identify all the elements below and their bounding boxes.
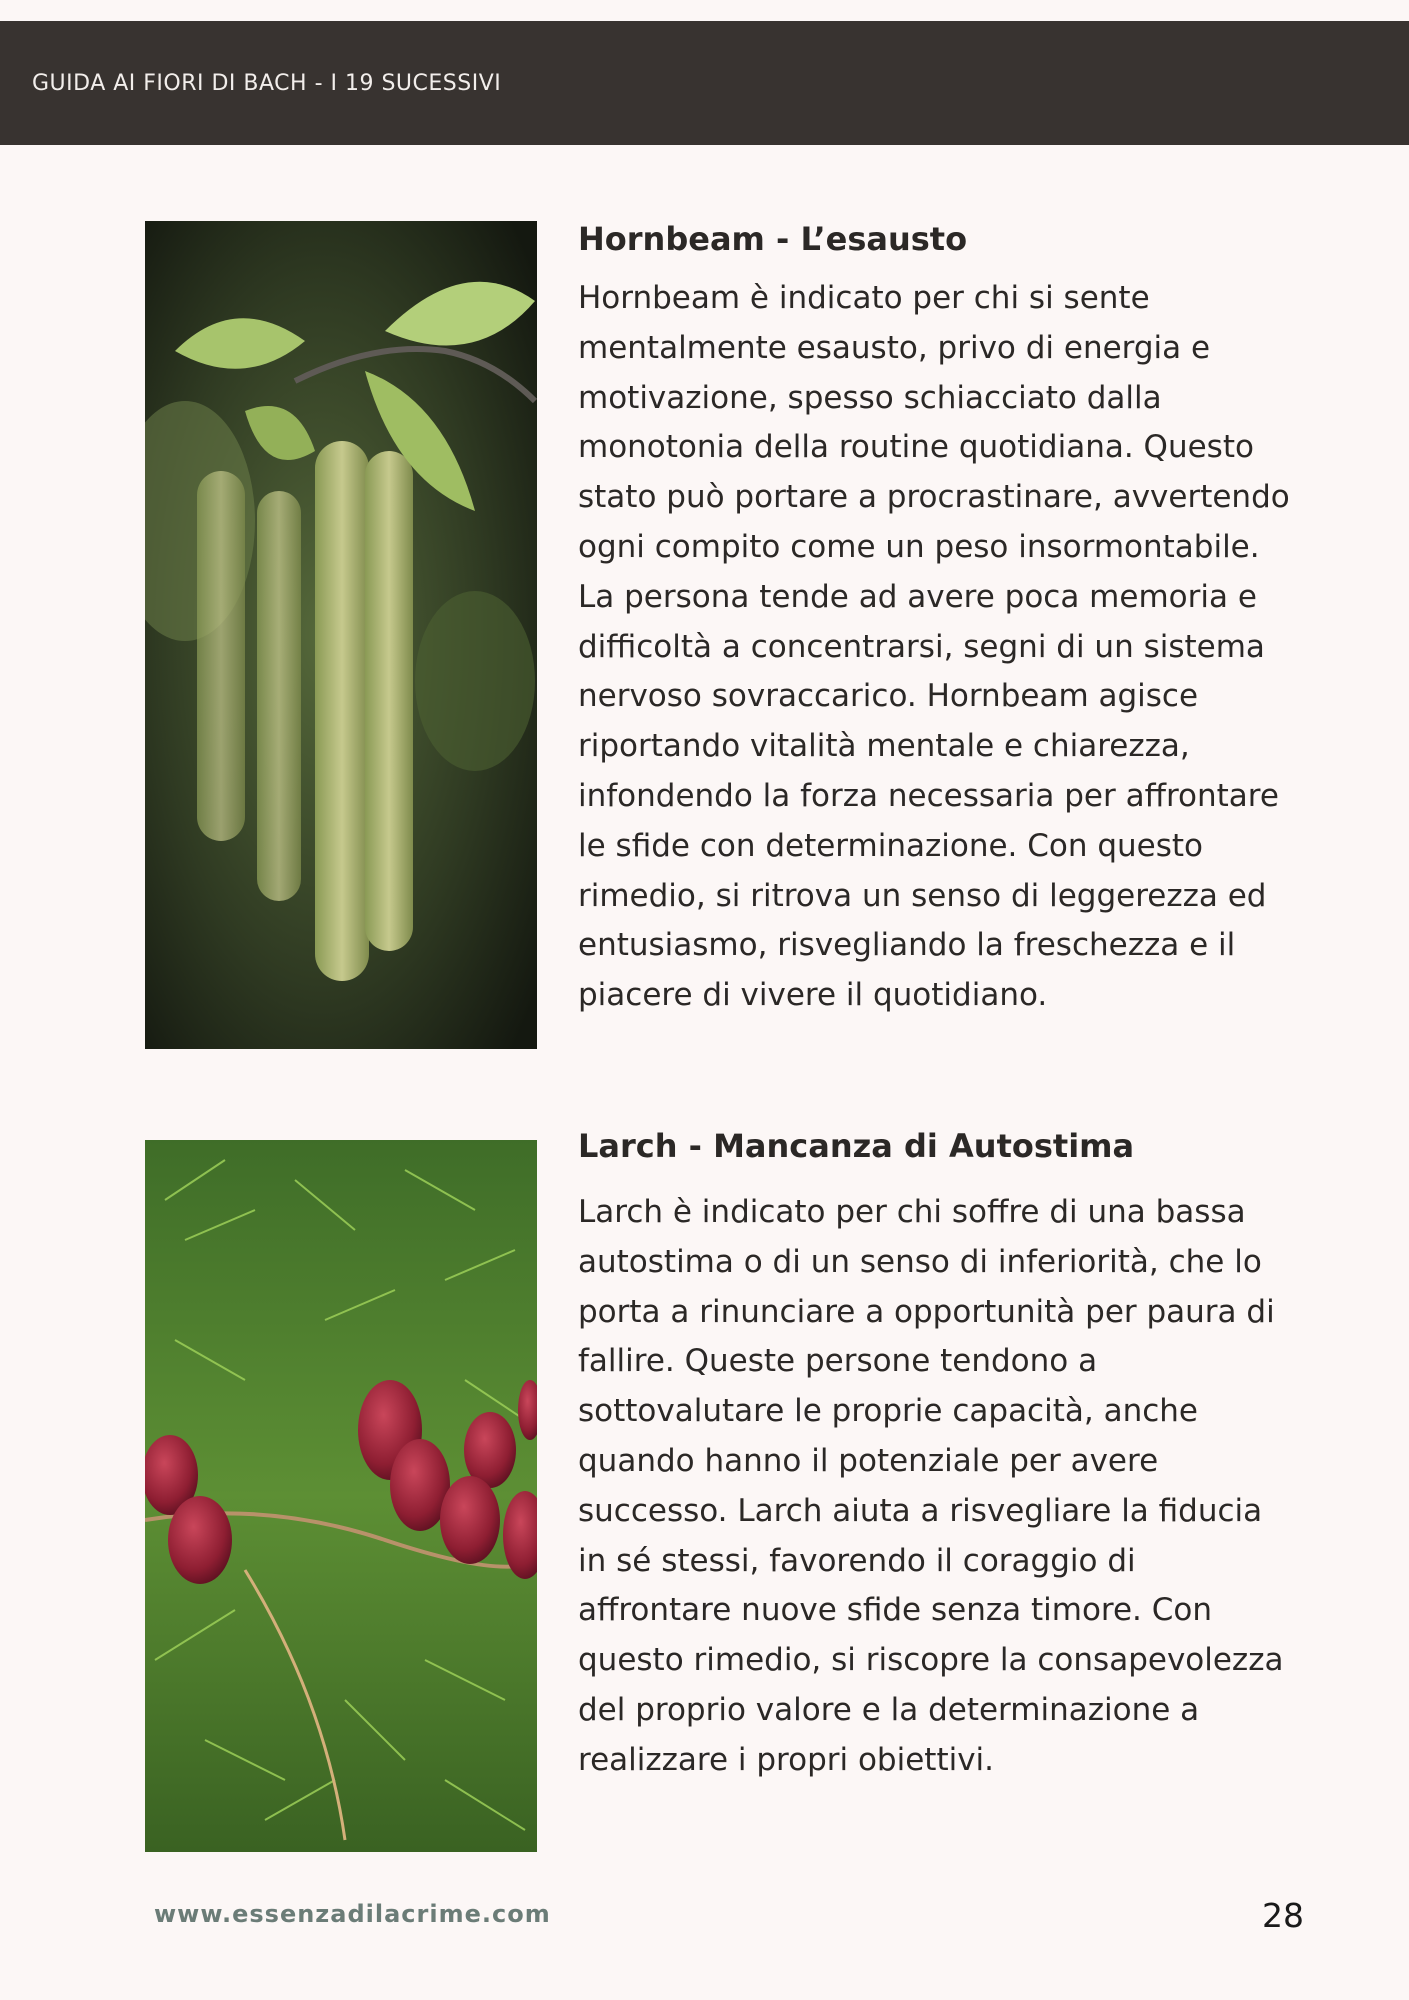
hornbeam-description: Hornbeam è indicato per chi si sente mentalmente esausto, privo di energia e motivazione, spesso schiacciato dalla monotonia della routine quotidiana. Questo stato può portare a procrastinare, avvertendo ogni compito come un peso insormontabile. La persona tende ad avere poca memoria e difficoltà a concentrarsi, segni di un sistema nervoso sovraccarico. Hornbeam agisce riportando vitalità mentale e chiarezza, infondendo la forza necessaria per affrontare le sfide con determinazione. Con questo rimedio, si ritrova un senso di leggerezza ed entusiasmo, risvegliando la freschezza e il piacere di vivere il quotidiano. xyxy=(578,280,1290,1014)
header-bar xyxy=(0,21,1409,145)
page-number: 28 xyxy=(1262,1896,1304,1935)
footer-website-link[interactable]: www.essenzadilacrime.com xyxy=(154,1900,551,1928)
larch-photo xyxy=(145,1140,537,1852)
header-title: GUIDA AI FIORI DI BACH - I 19 SUCESSIVI xyxy=(32,71,502,96)
hornbeam-photo xyxy=(145,221,537,1049)
hornbeam-title: Hornbeam - L’esausto xyxy=(578,220,968,258)
larch-description: Larch è indicato per chi soffre di una bassa autostima o di un senso di inferiorità, che lo porta a rinunciare a opportunità per paura di fallire. Queste persone tendono a sottovalutare le proprie capacità, anche quando hanno il potenziale per avere successo. Larch aiuta a risvegliare la fiducia in sé stessi, favorendo il coraggio di affrontare nuove sfide senza timore. Con questo rimedio, si riscopre la consapevolezza del proprio valore e la determinazione a realizzare i propri obiettivi. xyxy=(578,1194,1284,1778)
larch-title: Larch - Mancanza di Autostima xyxy=(578,1127,1135,1165)
